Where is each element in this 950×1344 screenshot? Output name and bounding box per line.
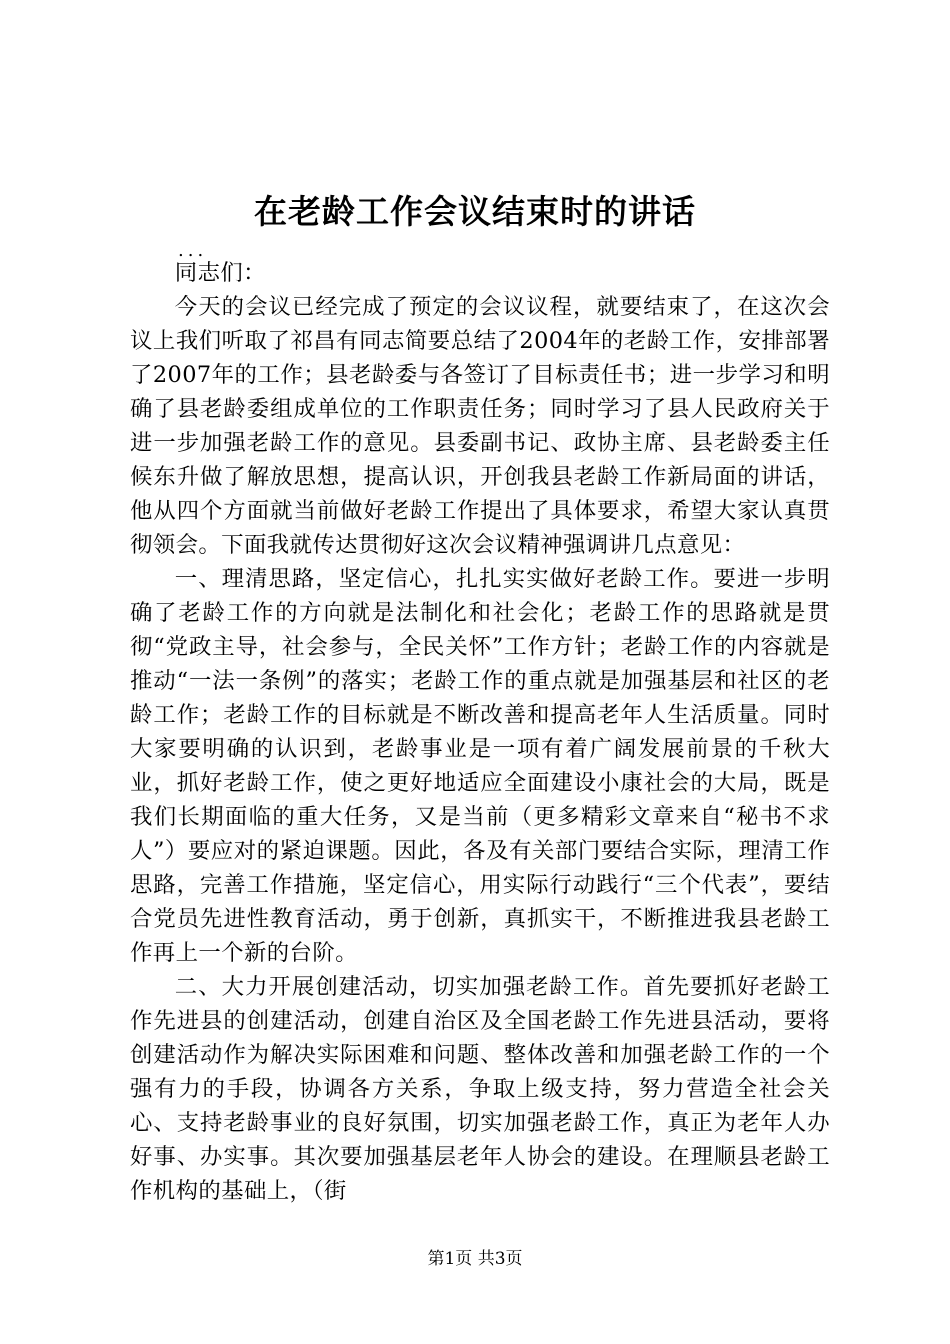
document-title: 在老龄工作会议结束时的讲话 [254,192,696,231]
document-body [130,256,830,1208]
page-number-footer: 第1页 共3页 [427,1249,523,1269]
paragraph-2: 一、理清思路，坚定信心，扎扎实实做好老龄工作。要进一步明确了老龄工作的方向就是法制化和社会化；老龄工作的思路就是贯彻“党政主导，社会参与，全民关怀”工作方针；老龄工作的内容就是推动“一法一条例”的落实；老龄工作的重点就是加强基层和社区的老龄工作；老龄工作的目标就是不断改善和提高老年人生活质量。同时大家要明确的认识到，老龄事业是一项有着广阔发展前景的千秋大业，抓好老龄工作，使之更好地适应全面建设小康社会的大局，既是我们长期面临的重大任务，又是当前（更多精彩文章来自“秘书不求人”）要应对的紧迫课题。因此，各及有关部门要结合实际，理清工作思路，完善工作措施，坚定信心，用实际行动践行“三个代表”，要结合党员先进性教育活动，勇于创新，真抓实干，不断推进我县老龄工作再上一个新的台阶。 [130,566,830,966]
paragraph-1: 今天的会议已经完成了预定的会议议程，就要结束了，在这次会议上我们听取了祁昌有同志简要总结了2004年的老龄工作，安排部署了2007年的工作；县老龄委与各签订了目标责任书；进一步学习和明确了县老龄委组成单位的工作职责任务；同时学习了县人民政府关于进一步加强老龄工作的意见。县委副书记、政协主席、县老龄委主任候东升做了解放思想，提高认识，开创我县老龄工作新局面的讲话，他从四个方面就当前做好老龄工作提出了具体要求，希望大家认真贯彻领会。下面我就传达贯彻好这次会议精神强调讲几点意见： [130,294,830,558]
ellipsis-marker: ... [178,240,208,261]
paragraph-3: 二、大力开展创建活动，切实加强老龄工作。首先要抓好老龄工作先进县的创建活动，创建自治区及全国老龄工作先进县活动，要将创建活动作为解决实际困难和问题、整体改善和加强老龄工作的一个强有力的手段，协调各方关系，争取上级支持，努力营造全社会关心、支持老龄事业的良好氛围，切实加强老龄工作，真正为老年人办好事、办实事。其次要加强基层老年人协会的建设。在理顺县老龄工作机构的基础上，（街 [130,974,830,1204]
salutation: 同志们： [174,260,266,286]
